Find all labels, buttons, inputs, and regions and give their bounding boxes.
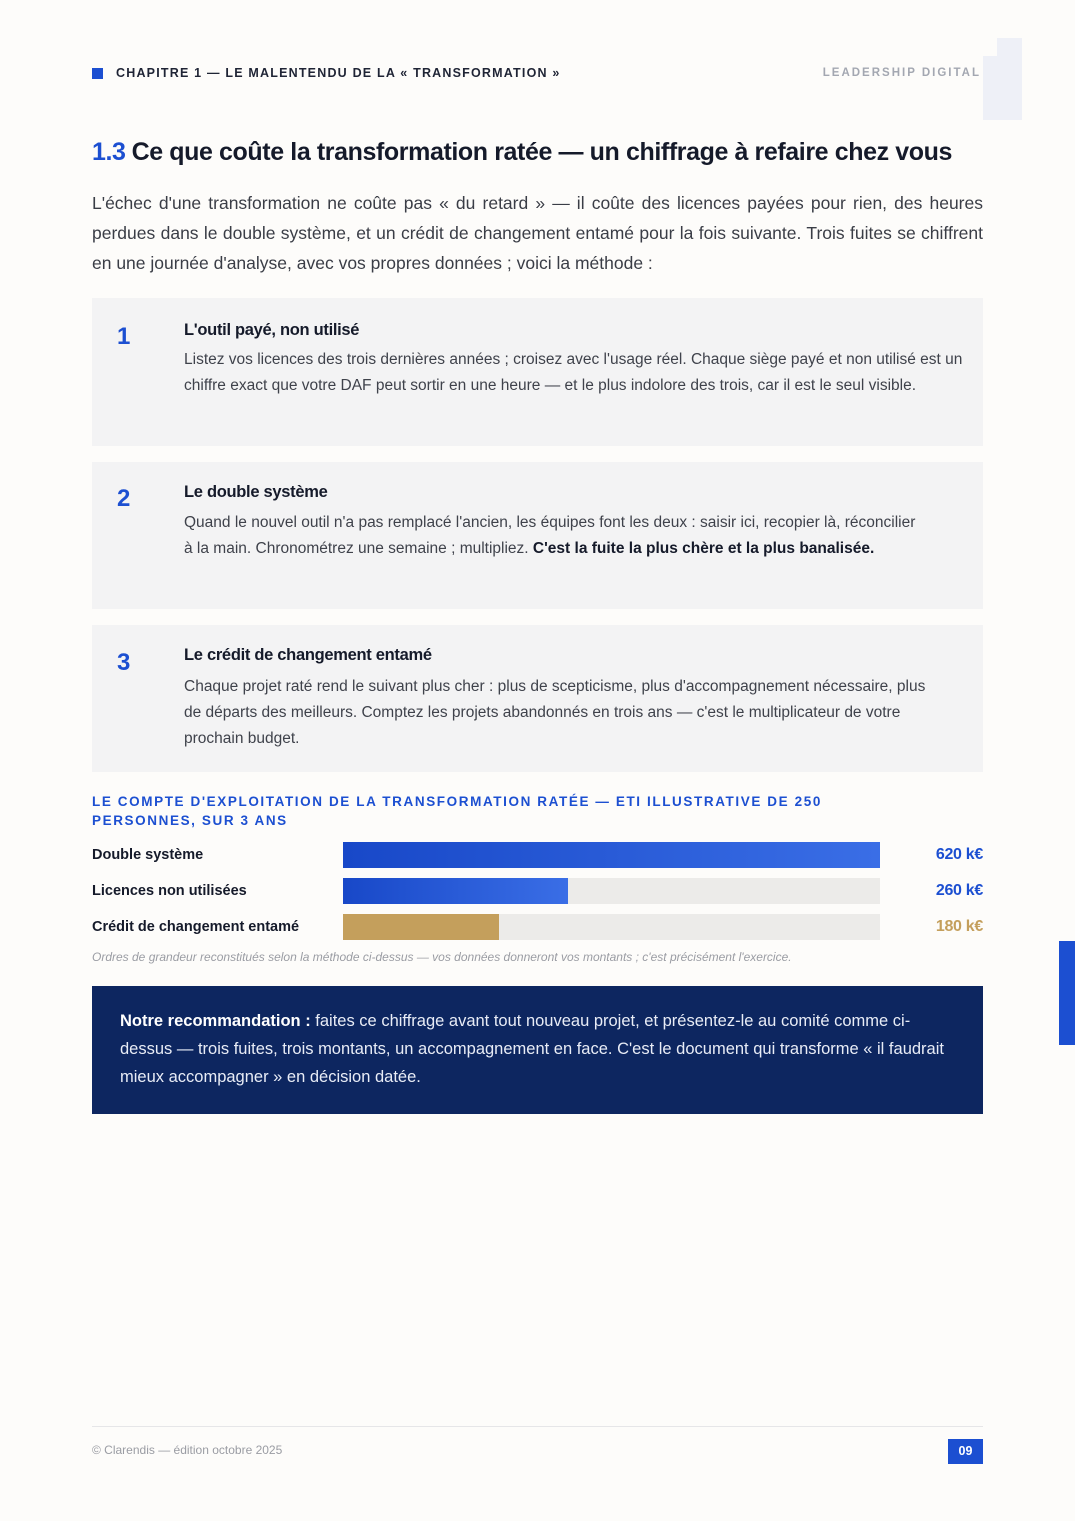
chapter-number-notch: [983, 38, 997, 56]
card-body: [184, 510, 924, 562]
recommendation-text: [120, 1007, 960, 1091]
card-2: [92, 462, 983, 609]
section-title-text: Ce que coûte la transformation ratée — un chiffrage à refaire chez vous: [131, 138, 953, 166]
bar-row-licences: [92, 878, 983, 905]
bar-value-label: 180 k€: [935, 918, 983, 935]
bar-fill: [343, 842, 880, 868]
section-title: [92, 138, 992, 167]
card-title: Le double système: [184, 483, 328, 501]
chart-footnote: Ordres de grandeur reconstitués selon la méthode ci-dessus — vos données donneront vos montants ; c'est précisément l'exercice.: [92, 950, 792, 964]
card-body: [184, 347, 964, 399]
chapter-marker: [92, 68, 103, 79]
card-body: [184, 674, 944, 752]
bar-label: Crédit de changement entamé: [92, 919, 300, 935]
bar-row-credit: [92, 914, 983, 941]
card-number: 2: [117, 485, 131, 512]
recommendation-box: [92, 986, 983, 1114]
bar-value-label: 260 k€: [935, 882, 983, 899]
card-1: [92, 298, 983, 446]
card-body-text: Quand le nouvel outil n'a pas remplacé l'ancien, les équipes font les deux : saisir ici, recopier là, réconcilier à la main. Chronométrez une semaine ; multipliez.: [184, 514, 916, 557]
page-number: 09: [948, 1439, 983, 1464]
brand-label: LEADERSHIP DIGITAL: [822, 67, 981, 79]
footer-copyright: © Clarendis — édition octobre 2025: [92, 1443, 283, 1457]
recommendation-lead: Notre recommandation :: [120, 1012, 311, 1030]
bar-track: [343, 842, 880, 868]
bar-track: [343, 878, 880, 904]
bar-row-double-systeme: [92, 842, 983, 869]
chapter-side-tab: [1059, 941, 1075, 1045]
card-number: 1: [117, 323, 131, 350]
bar-value-label: 620 k€: [935, 846, 983, 863]
card-body-emphasis: C'est la fuite la plus chère et la plus banalisée.: [532, 540, 875, 557]
bar-fill: [343, 878, 568, 904]
recommendation-body: faites ce chiffrage avant tout nouveau projet, et présentez-le au comité comme ci-dessus — trois fuites, trois montants, un accompagnement en face. C'est le document qui transforme « il faudrait mieux accompagner » en décision datée.: [120, 1012, 944, 1086]
bar-fill: [343, 914, 499, 940]
chapter-heading: CHAPITRE 1 — LE MALENTENDU DE LA « TRANSFORMATION »: [116, 66, 561, 80]
bar-label: Licences non utilisées: [92, 883, 247, 899]
card-body-text: Chaque projet raté rend le suivant plus cher : plus de scepticisme, plus d'accompagnement nécessaire, plus de départs des meilleurs. Comptez les projets abandonnés en trois ans — c'est le multiplicateur de votre prochain budget.: [184, 678, 926, 747]
bar-track: [343, 914, 880, 940]
card-title: Le crédit de changement entamé: [184, 646, 432, 664]
card-title: L'outil payé, non utilisé: [184, 321, 360, 339]
section-number: 1.3: [92, 138, 126, 166]
chart-title: LE COMPTE D'EXPLOITATION DE LA TRANSFORMATION RATÉE — ETI ILLUSTRATIVE DE 250 PERSONNES, SUR 3 ANS: [92, 794, 822, 828]
card-body-text: Listez vos licences des trois dernières années ; croisez avec l'usage réel. Chaque siège payé et non utilisé est un chiffre exact que votre DAF peut sortir en une heure — et le plus indolore des trois, car il est le seul visible.: [184, 351, 963, 394]
card-3: [92, 625, 983, 772]
footer-divider: [92, 1426, 983, 1427]
bar-label: Double système: [92, 847, 204, 863]
card-number: 3: [117, 649, 131, 676]
intro-paragraph: L'échec d'une transformation ne coûte pas « du retard » — il coûte des licences payées pour rien, des heures perdues dans le double système, et un crédit de changement entamé pour la fois suivante. Trois fuites se chiffrent en une journée d'analyse, avec vos propres données ; voici la méthode :: [92, 193, 983, 273]
